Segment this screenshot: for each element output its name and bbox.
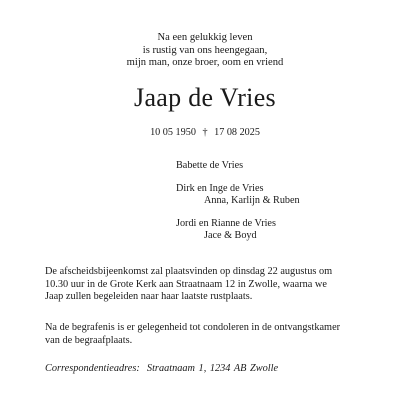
- condolence-line: Na de begrafenis is er gelegenheid tot condoleren in de ontvangstkamer: [45, 322, 341, 333]
- family-parents: Jordi en Rianne de Vries: [176, 217, 276, 229]
- deceased-name: Jaap de Vries: [134, 83, 276, 112]
- condolence-line: van de begraafplaats.: [45, 334, 133, 346]
- family-group-2: [176, 218, 300, 241]
- ceremony-line: 10.30 uur in de Grote Kerk aan Straatnaam 12 in Zwolle, waarna we: [45, 278, 327, 290]
- correspondence-value: Straatnaam 1, 1234 AB Zwolle: [146, 363, 279, 374]
- life-dates: [0, 127, 410, 139]
- condolence-paragraph: [45, 322, 375, 347]
- family-spouse: Babette de Vries: [176, 160, 244, 171]
- ceremony-paragraph: [45, 266, 375, 304]
- ceremony-line: Jaap zullen begeleiden naar haar laatste rustplaats.: [45, 291, 253, 303]
- death-date: 17 08 2025: [214, 127, 260, 138]
- correspondence-label: Correspondentieadres:: [45, 363, 140, 374]
- birth-date: 10 05 1950: [150, 127, 196, 138]
- opening-line: mijn man, onze broer, oom en vriend: [126, 57, 284, 69]
- family-parents: Dirk en Inge de Vries: [176, 183, 264, 195]
- opening-line: Na een gelukkig leven: [157, 32, 253, 43]
- family-group-spouse: [176, 160, 300, 172]
- opening-text: [0, 32, 410, 70]
- correspondence-address: [45, 363, 375, 376]
- family-list: [176, 160, 300, 241]
- cross-icon: †: [202, 127, 208, 138]
- family-children: Anna, Karlijn & Ruben: [204, 194, 300, 206]
- opening-line: is rustig van ons heengegaan,: [142, 44, 268, 56]
- ceremony-line: De afscheidsbijeenkomst zal plaatsvinden op dinsdag 22 augustus om: [45, 266, 333, 277]
- family-children: Jace & Boyd: [204, 229, 257, 241]
- family-group-1: [176, 183, 300, 206]
